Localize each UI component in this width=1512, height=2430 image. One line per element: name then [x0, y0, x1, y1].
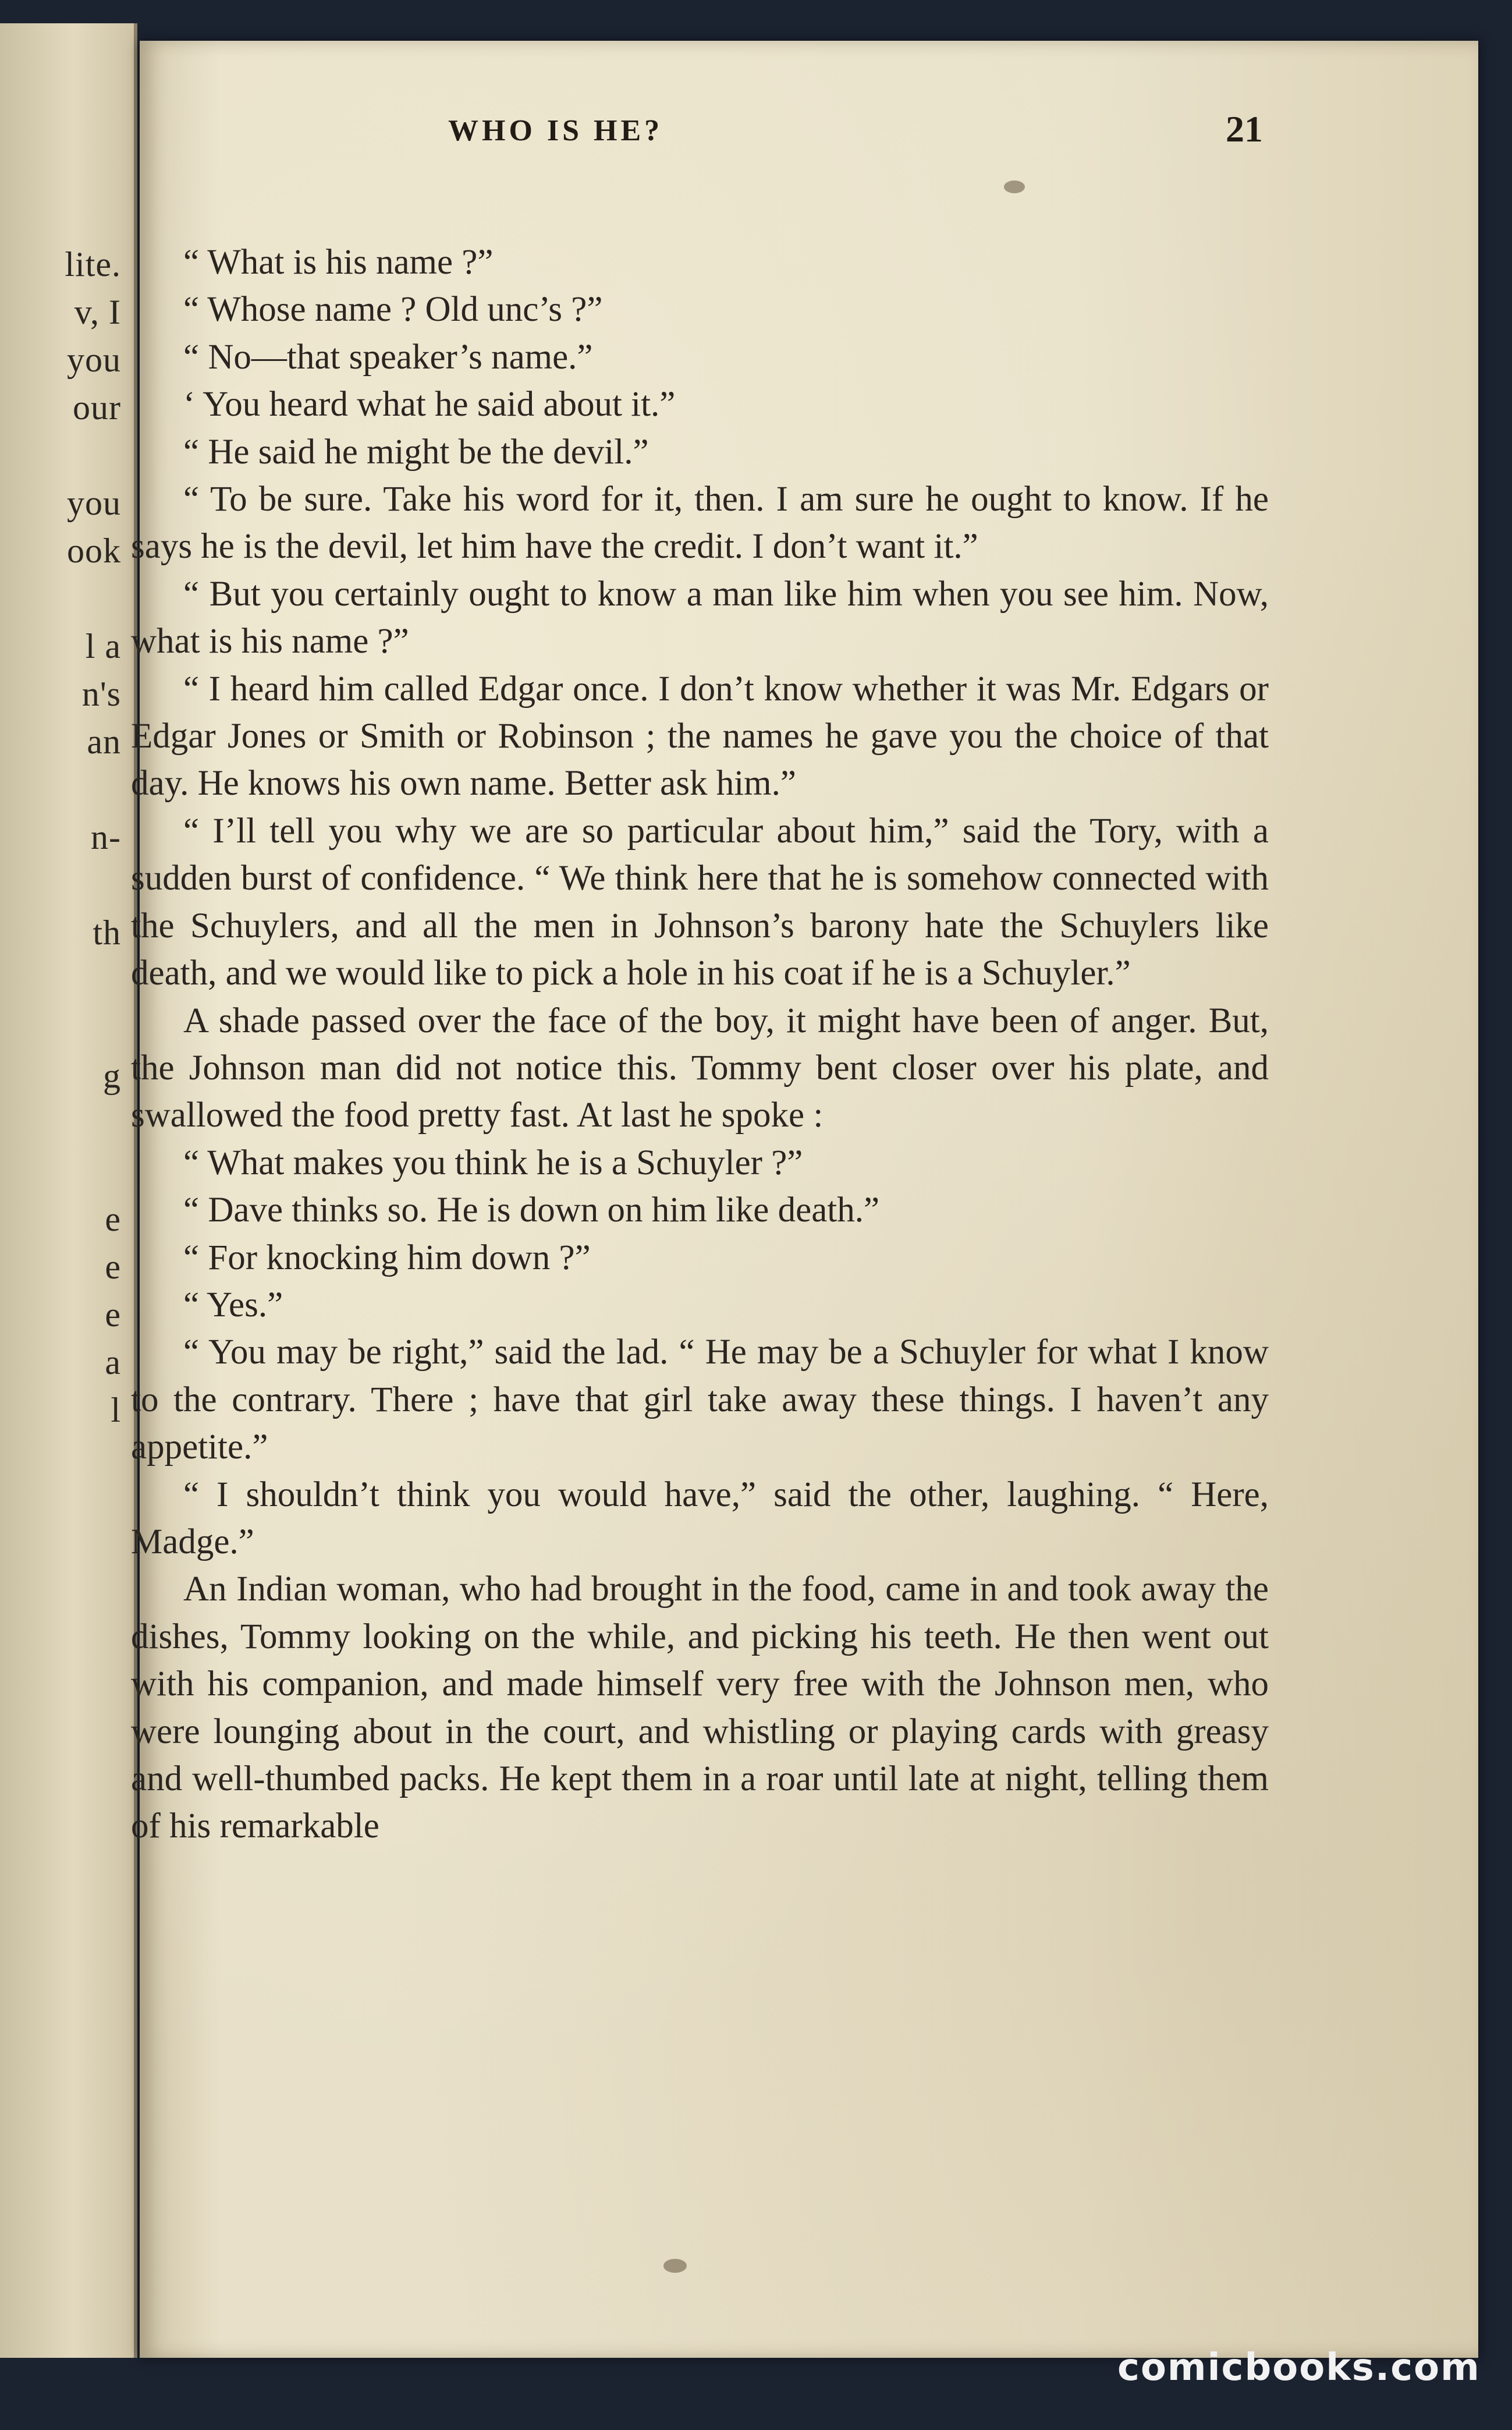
paragraph: “ Dave thinks so. He is down on him like death.” — [183, 1191, 880, 1230]
paragraph: “ I shouldn’t think you would have,” said the other, laughing. “ Here, Madge.” — [131, 1475, 1269, 1561]
paragraph: “ No—that speaker’s name.” — [183, 337, 593, 377]
facing-page-fragment: e — [105, 1295, 121, 1334]
paragraph: “ He said he might be the devil.” — [183, 432, 649, 472]
facing-page-fragment: v, I — [74, 293, 121, 331]
facing-page-fragment: l — [111, 1391, 121, 1429]
facing-page-fragment: n's — [81, 675, 121, 713]
facing-page-edge — [0, 23, 137, 2358]
body-text — [131, 239, 1269, 1850]
facing-page-fragment: an — [87, 722, 121, 761]
running-head: WHO IS HE? — [448, 114, 663, 147]
paragraph: “ Yes.” — [183, 1285, 283, 1324]
facing-page-fragment: our — [73, 388, 121, 427]
paragraph: “ For knocking him down ?” — [183, 1238, 591, 1277]
paragraph: “ I heard him called Edgar once. I don’t know whether it was Mr. Edgars or Edgar Jones or Smith or Robinson ; the names he gave you the choice of that day. He knows his own name. Better ask him.” — [131, 669, 1269, 803]
facing-page-fragment: th — [93, 913, 121, 952]
facing-page-fragment: lite. — [65, 245, 121, 284]
paragraph: “ To be sure. Take his word for it, then. I am sure he ought to know. If he says he is the devil, let him have the credit. I don’t want it.” — [131, 480, 1269, 566]
paragraph: “ You may be right,” said the lad. “ He may be a Schuyler for what I know to the contrary. There ; have that girl take away these things. I haven’t any appetite.” — [131, 1333, 1269, 1467]
facing-page-fragment: n- — [91, 818, 121, 856]
paragraph: ‘ You heard what he said about it.” — [183, 385, 676, 424]
ink-smudge — [1004, 180, 1025, 193]
page-number: 21 — [1226, 108, 1263, 150]
facing-page-fragment: a — [105, 1343, 121, 1382]
facing-page-fragment: l a — [85, 627, 121, 665]
watermark: comicbooks.com — [1117, 2346, 1481, 2389]
paragraph: An Indian woman, who had brought in the food, came in and took away the dishes, Tommy looking on the while, and picking his teeth. He then went out with his companion, and made himself very free with the Johnson men, who were lounging about in the court, and whistling or playing cards with greasy and well-thumbed packs. He kept them in a roar until late at night, telling them of his remarkable — [131, 1570, 1269, 1846]
page-header — [448, 108, 1263, 166]
paragraph: A shade passed over the face of the boy, it might have been of anger. But, the Johnson man did not notice this. Tommy bent closer over his plate, and swallowed the food pretty fast. At last he spoke : — [131, 1001, 1269, 1135]
paragraph: “ What is his name ?” — [183, 243, 494, 282]
facing-page-fragment: e — [105, 1200, 121, 1238]
facing-page-fragment: g — [103, 1057, 121, 1095]
paragraph: “ What makes you think he is a Schuyler ?” — [183, 1143, 803, 1182]
ink-smudge — [663, 2259, 687, 2273]
paragraph: “ Whose name ? Old unc’s ?” — [183, 290, 603, 330]
facing-page-fragment: e — [105, 1248, 121, 1286]
facing-page-fragment: you — [67, 484, 121, 522]
paragraph: “ I’ll tell you why we are so particular about him,” said the Tory, with a sudden burst of confidence. “ We think here that he is somehow connected with the Schuylers, and all the men in Johnson’s barony hate the Schuylers like death, and we would like to pick a hole in his coat if he is a Schuyler.” — [131, 811, 1269, 993]
facing-page-fragment: you — [67, 341, 121, 379]
facing-page-fragment: ook — [67, 532, 121, 570]
paragraph: “ But you certainly ought to know a man like him when you see him. Now, what is his name ?” — [131, 574, 1269, 661]
